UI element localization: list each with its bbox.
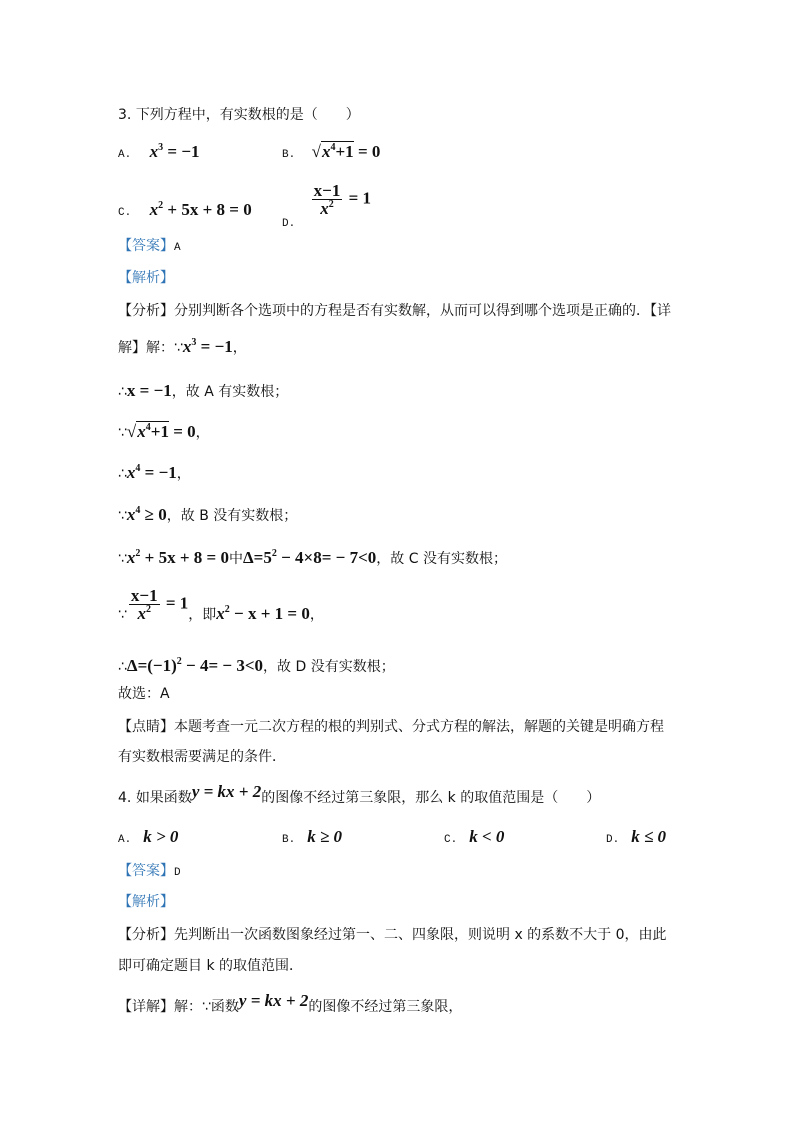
q3-option-c: [118, 200, 252, 223]
choose-answer: 故选：A: [118, 686, 170, 702]
q3-stem: [118, 105, 360, 125]
analysis-tag: 【解析】: [118, 270, 174, 286]
q4-option-b: B. k ≥ 0: [282, 827, 343, 846]
q3-dianjing-cont: 有实数根需要满足的条件．: [118, 749, 286, 765]
option-math: $x^3 = -1$: [149, 142, 200, 161]
q3-fenxi: 【分析】分别判断各个选项中的方程是否有实数解，从而可以得到哪个选项是正确的．【详: [118, 303, 671, 319]
option-label: D.: [282, 217, 296, 230]
step-8: $\therefore\Delta=(-1)^2 - 4= - 3<0$，故 D 没有实数根；: [118, 656, 395, 675]
q4-fenxi: 【分析】先判断出一次函数图象经过第一、二、四象限，则说明 x 的系数不大于 0，由此: [118, 927, 667, 943]
option-fraction: $\frac{x-1}{x^2}$: [313, 181, 341, 218]
option-math: = 1: [344, 188, 372, 208]
question-number: 3.: [118, 107, 132, 123]
q4-option-c: C. k < 0: [444, 827, 505, 846]
q3-dianjing: 【点睛】本题考查一元二次方程的根的判别式、分式方程的解法，解题的关键是明确方程: [118, 719, 664, 735]
question-text: 下列方程中，有实数根的是（ ）: [135, 107, 360, 123]
answer-tag: 【答案】: [118, 238, 174, 254]
q3-option-d: [282, 181, 372, 230]
option-label: B.: [282, 149, 296, 161]
q4-option-d: D. k ≤ 0: [606, 827, 667, 846]
option-label: A.: [118, 149, 132, 161]
step-5: $\because x^4 \ge 0$，故 B 没有实数根；: [118, 505, 298, 524]
q4-option-a: A. k > 0: [118, 827, 179, 846]
q3-option-a: [118, 142, 200, 165]
answer-value: A: [174, 242, 181, 254]
step-4: $\therefore x^4 = -1$，: [118, 463, 191, 482]
q4-fenxi-cont: 即可确定题目 k 的取值范围．: [118, 958, 304, 974]
option-label: C.: [118, 207, 132, 219]
q4-stem: 4. 如果函数y = kx + 2的图像不经过第三象限，那么 k 的取值范围是（ ）: [118, 782, 601, 806]
analysis-tag: 【解析】: [118, 894, 174, 910]
step-3: $\because√x^4+1 = 0$，: [118, 422, 210, 441]
q4-xiangjie: 【详解】解：∵函数y = kx + 2的图像不经过第三象限，: [118, 991, 463, 1015]
step-7: ∵ $\frac{x-1}{x^2}$ = 1，即$x^2 - x + 1 = 0$，: [118, 586, 324, 623]
step-6: $\because x^2 + 5x + 8 = 0$中$\Delta=5^2 - 4\times 8= - 7<0$，故 C 没有实数根；: [118, 548, 507, 567]
q4-answer: 【答案】D: [118, 863, 181, 879]
option-math: $x^2 + 5x + 8 = 0$: [149, 200, 252, 219]
q3-answer: [118, 236, 181, 258]
step-2: ∴x = −1，故 A 有实数根；: [118, 381, 289, 400]
option-math: $√x^4+1 = 0$: [311, 142, 381, 161]
step-1: 解】解：$\because x^3 = -1$，: [118, 337, 247, 356]
q3-option-b: [282, 142, 380, 165]
